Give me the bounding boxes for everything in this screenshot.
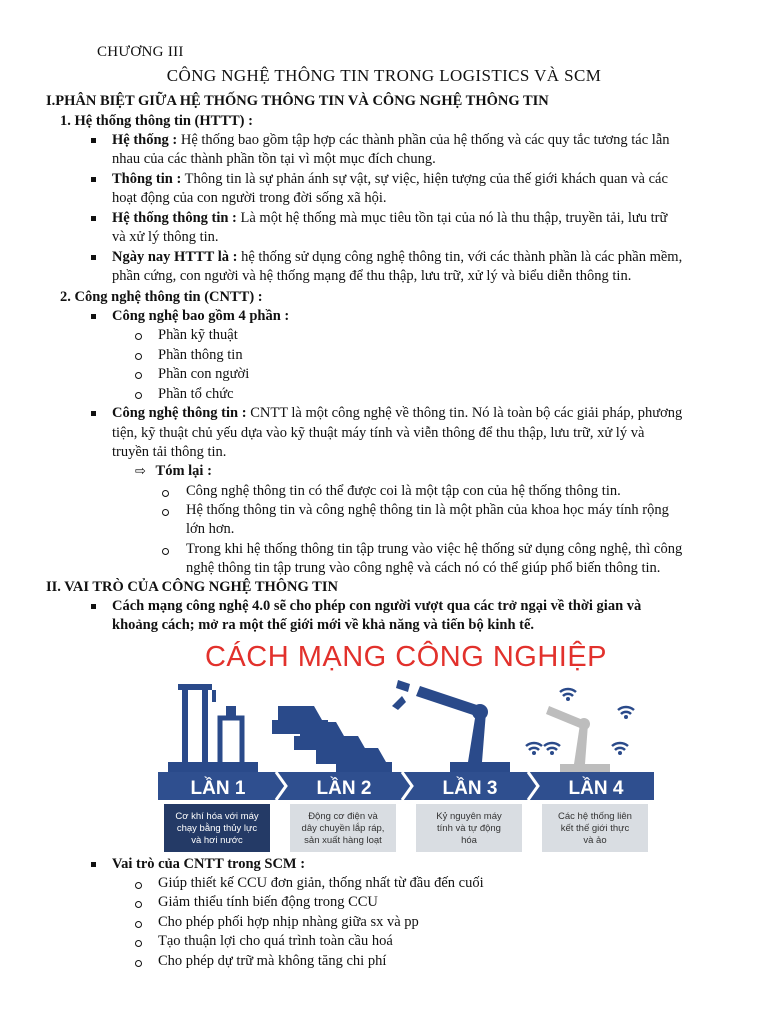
list-item: Giảm thiểu tính biến động trong CCU (158, 894, 378, 910)
bullet-circle-icon (135, 960, 142, 967)
connected-robot-wifi-icon (526, 689, 634, 772)
list-item: Phần con người (158, 366, 250, 382)
list-item: Công nghệ thông tin có thể được coi là một tập con của hệ thống thông tin. (186, 483, 621, 499)
bullet-circle-icon (162, 509, 169, 516)
revolution-statement-line: khoảng cách; mở ra một thế giới mới về khả năng và tiến bộ kinh tế. (112, 617, 535, 633)
cntt-definition-line: tiện, kỹ thuật chủ yếu dựa vào kỹ thuật máy tính và viễn thông để thu thập, lưu trữ, xử lý và (112, 425, 645, 441)
definition: CNTT là một công nghệ về thông tin. Nó là toàn bộ các giải pháp, phương (246, 405, 683, 421)
stage-3-label: LẦN 3 (442, 778, 498, 799)
robot-arm-icon (392, 680, 510, 772)
bullet-square-icon (91, 411, 96, 416)
term: Hệ thống : (112, 132, 178, 148)
stage-2-label: LẦN 2 (316, 778, 372, 799)
stage-2-desc: dây chuyền lắp ráp, (301, 823, 385, 834)
list-item: Cho phép dự trữ mà không tăng chi phí (158, 953, 387, 969)
list-item: Phần kỹ thuật (158, 327, 238, 343)
list-item-line: và xử lý thông tin. (112, 229, 219, 245)
list-item: Hệ thống thông tin và công nghệ thông tin là một phần của khoa học máy tính rộng (186, 502, 669, 518)
stage-3-desc: tính và tự động (437, 823, 501, 834)
stage-4-desc: kết thế giới thực (560, 823, 630, 834)
stage-4-desc: Các hệ thống liên (558, 811, 632, 822)
scm-roles-label: Vai trò của CNTT trong SCM : (112, 856, 306, 872)
bullet-circle-icon (135, 882, 142, 889)
bullet-circle-icon (162, 490, 169, 497)
subsection-2-heading: 2. Công nghệ thông tin (CNTT) : (60, 289, 263, 305)
bullet-circle-icon (135, 940, 142, 947)
page-title: CÔNG NGHỆ THÔNG TIN TRONG LOGISTICS VÀ SCM (166, 66, 602, 85)
bullet-circle-icon (135, 921, 142, 928)
summary-label: Tóm lại : (155, 463, 212, 479)
section-2-heading: II. VAI TRÒ CỦA CÔNG NGHỆ THÔNG TIN (46, 579, 338, 595)
list-item: Giúp thiết kế CCU đơn giản, thống nhất từ đầu đến cuối (158, 875, 484, 891)
list-item: Phần thông tin (158, 347, 243, 363)
arrow-right-icon: ⇨ (135, 464, 146, 479)
list-item: Trong khi hệ thống thông tin tập trung vào việc hệ thống sử dụng công nghệ, thì công (186, 541, 683, 557)
bullet-square-icon (91, 255, 96, 260)
list-item-line: phần cứng, con người và hệ thống mạng để thu thập, lưu trữ, xử lý và biểu diễn thông tin. (112, 268, 632, 284)
bullet-circle-icon (135, 901, 142, 908)
list-item-line: lớn hơn. (186, 521, 235, 537)
stage-4-label: LẦN 4 (568, 778, 624, 799)
definition: Thông tin là sự phản ánh sự vật, sự việc, hiện tượng của thế giới khách quan và các (181, 171, 668, 187)
industrial-revolution-banner (150, 636, 662, 856)
stage-2-desc: sản xuất hàng loạt (304, 835, 382, 846)
list-item: Tạo thuận lợi cho quá trình toàn cầu hoá (158, 933, 393, 949)
stage-2-desc: Động cơ điện và (308, 811, 378, 822)
list-item-line: nhau của các thành phần tồn tại vì một mục đích chung. (112, 151, 436, 167)
list-item-line: hoạt động của con người trong đời sống xã hội. (112, 190, 387, 206)
bullet-square-icon (91, 862, 96, 867)
cntt-definition (112, 404, 682, 424)
section-1-heading: I.PHÂN BIỆT GIỮA HỆ THỐNG THÔNG TIN VÀ CÔNG NGHỆ THÔNG TIN (46, 93, 549, 109)
bullet-circle-icon (135, 372, 142, 379)
list-item-line (112, 131, 670, 151)
bullet-square-icon (91, 177, 96, 182)
assembly-line-cars-icon (272, 706, 392, 776)
list-item: Phần tổ chức (158, 386, 234, 402)
bullet-circle-icon (135, 353, 142, 360)
revolution-statement: Cách mạng công nghệ 4.0 sẽ cho phép con người vượt qua các trở ngại về thời gian và (112, 598, 642, 614)
cntt-definition-line: truyền tải thông tin. (112, 444, 227, 460)
list-item-line (112, 170, 668, 190)
definition: Hệ thống bao gồm tập hợp các thành phần của hệ thống và các quy tắc tương tác lẫn (177, 132, 670, 148)
stage-1-desc: và hơi nước (191, 835, 243, 846)
banner-title: CÁCH MẠNG CÔNG NGHIỆP (204, 641, 608, 673)
steam-machine-icon (168, 684, 258, 772)
bullet-square-icon (91, 138, 96, 143)
bullet-square-icon (91, 604, 96, 609)
list-item-line (112, 209, 667, 229)
stage-1-label: LẦN 1 (190, 778, 246, 799)
bullet-square-icon (91, 314, 96, 319)
bullet-circle-icon (135, 392, 142, 399)
list-item-line: nghệ thông tin tập trung vào công nghệ và cách nó có thể giúp phổ biến thông tin. (186, 560, 661, 576)
term: Công nghệ thông tin : (112, 405, 247, 421)
stage-1-desc: chạy bằng thủy lực (176, 823, 258, 834)
term: Thông tin : (112, 171, 182, 187)
summary-label-row (135, 462, 212, 482)
subsection-1-heading: 1. Hệ thống thông tin (HTTT) : (60, 113, 253, 129)
stage-4-desc: và ảo (583, 835, 607, 846)
bullet-square-icon (91, 216, 96, 221)
stage-3-desc: Kỷ nguyên máy (436, 811, 502, 822)
list-item-line (112, 248, 682, 268)
term: Hệ thống thông tin : (112, 210, 237, 226)
chapter-label: CHƯƠNG III (97, 44, 184, 60)
bullet-circle-icon (162, 548, 169, 555)
stage-3-desc: hóa (461, 835, 477, 846)
stage-1-desc: Cơ khí hóa với máy (175, 811, 259, 822)
term: Ngày nay HTTT là : (112, 249, 238, 265)
list-item: Cho phép phối hợp nhịp nhàng giữa sx và pp (158, 914, 419, 930)
definition: Là một hệ thống mà mục tiêu tồn tại của nó là thu thập, truyền tải, lưu trữ (236, 210, 668, 226)
definition: hệ thống sử dụng công nghệ thông tin, với các thành phần là các phần mềm, (237, 249, 683, 265)
components-label: Công nghệ bao gồm 4 phần : (112, 308, 290, 324)
bullet-circle-icon (135, 333, 142, 340)
